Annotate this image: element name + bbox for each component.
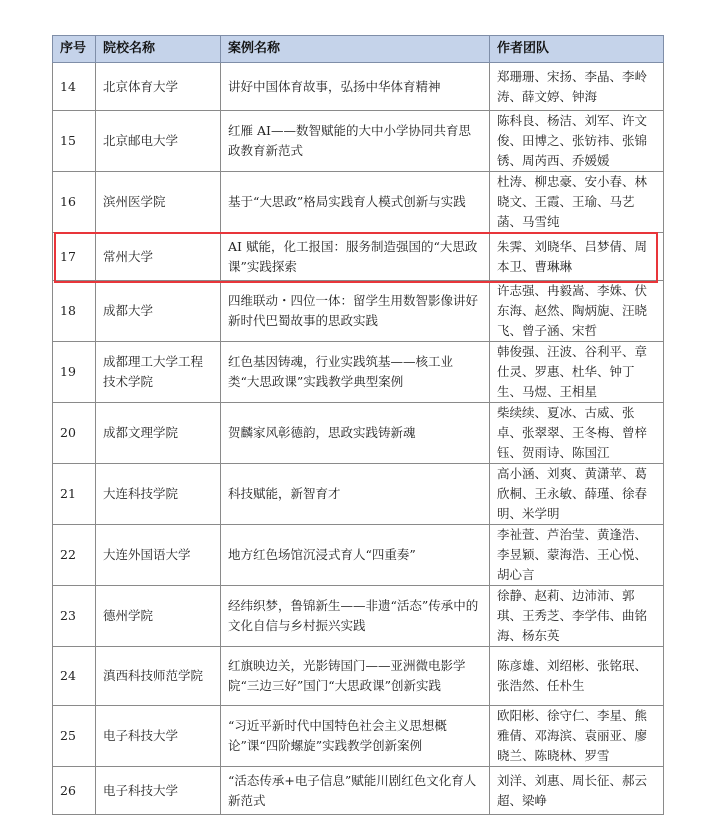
row-no: 15	[53, 111, 96, 172]
row-no: 24	[53, 647, 96, 706]
header-school: 院校名称	[96, 36, 221, 63]
row-team: 柴续续、夏冰、古威、张卓、张翠翠、王冬梅、曾梓钰、贺雨诗、陈国江	[490, 403, 664, 464]
row-case: 科技赋能，新智育才	[221, 464, 490, 525]
row-case: 红色基因铸魂，行业实践筑基——核工业类“大思政课”实践教学典型案例	[221, 342, 490, 403]
table-row	[53, 464, 664, 525]
table-row	[53, 63, 664, 111]
row-team: 徐静、赵莉、边沛沛、郭琪、王秀芝、李学伟、曲铭海、杨东英	[490, 586, 664, 647]
row-team: 陈科良、杨洁、刘军、许文俊、田博之、张钫祎、张锦锈、周芮西、乔媛媛	[490, 111, 664, 172]
row-case: 红旗映边关，光影铸国门——亚洲微电影学院“三边三好”国门“大思政课”创新实践	[221, 647, 490, 706]
header-case: 案例名称	[221, 36, 490, 63]
header-team: 作者团队	[490, 36, 664, 63]
row-school: 北京邮电大学	[96, 111, 221, 172]
table-row	[53, 586, 664, 647]
row-no: 26	[53, 767, 96, 815]
table-row-highlighted	[53, 233, 664, 281]
row-school: 电子科技大学	[96, 706, 221, 767]
row-team: 许志强、冉毅嵩、李姝、伏东海、赵然、陶炳旎、汪晓飞、曾子涵、宋哲	[490, 281, 664, 342]
row-no: 18	[53, 281, 96, 342]
row-school: 北京体育大学	[96, 63, 221, 111]
row-case: 地方红色场馆沉浸式育人“四重奏”	[221, 525, 490, 586]
row-no: 22	[53, 525, 96, 586]
table-row	[53, 767, 664, 815]
row-school: 滨州医学院	[96, 172, 221, 233]
row-case: 四维联动・四位一体：留学生用数智影像讲好新时代巴蜀故事的思政实践	[221, 281, 490, 342]
row-case: 贺麟家风彰德韵，思政实践铸新魂	[221, 403, 490, 464]
table-row	[53, 111, 664, 172]
row-school: 常州大学	[96, 233, 221, 281]
row-school: 德州学院	[96, 586, 221, 647]
row-team: 朱霁、刘晓华、吕梦倩、周本卫、曹琳琳	[490, 233, 664, 281]
row-team: 刘洋、刘惠、周长征、郝云超、梁峥	[490, 767, 664, 815]
table-row	[53, 647, 664, 706]
table-header-row	[53, 36, 664, 63]
row-no: 23	[53, 586, 96, 647]
row-no: 19	[53, 342, 96, 403]
row-team: 欧阳彬、徐守仁、李星、熊雅倩、邓海滨、袁丽亚、廖晓兰、陈晓林、罗雪	[490, 706, 664, 767]
row-school: 大连外国语大学	[96, 525, 221, 586]
row-school: 大连科技学院	[96, 464, 221, 525]
row-school: 成都理工大学工程技术学院	[96, 342, 221, 403]
table-row	[53, 342, 664, 403]
row-school: 成都大学	[96, 281, 221, 342]
header-no: 序号	[53, 36, 96, 63]
table-row	[53, 706, 664, 767]
row-team: 李祉萱、芦治莹、黄逢浩、李昱颖、蒙海浩、王心悦、胡心言	[490, 525, 664, 586]
row-case: 基于“大思政”格局实践育人模式创新与实践	[221, 172, 490, 233]
row-team: 韩俊强、汪波、谷利平、章仕灵、罗惠、杜华、钟丁生、马煜、王相星	[490, 342, 664, 403]
document-page	[52, 35, 663, 815]
row-case: AI 赋能，化工报国：服务制造强国的“大思政课”实践探索	[221, 233, 490, 281]
row-no: 21	[53, 464, 96, 525]
row-school: 滇西科技师范学院	[96, 647, 221, 706]
row-no: 20	[53, 403, 96, 464]
case-table	[52, 35, 664, 815]
row-team: 郑珊珊、宋扬、李晶、李岭涛、薛文婷、钟海	[490, 63, 664, 111]
row-no: 25	[53, 706, 96, 767]
row-team: 杜涛、柳忠豪、安小春、林晓文、王霞、王瑜、马艺菡、马雪纯	[490, 172, 664, 233]
row-case: “习近平新时代中国特色社会主义思想概论”课“四阶螺旋”实践教学创新案例	[221, 706, 490, 767]
row-no: 14	[53, 63, 96, 111]
row-case: 经纬织梦，鲁锦新生——非遗“活态”传承中的文化自信与乡村振兴实践	[221, 586, 490, 647]
table-row	[53, 281, 664, 342]
row-no: 16	[53, 172, 96, 233]
row-case: 红雁 AI——数智赋能的大中小学协同共育思政教育新范式	[221, 111, 490, 172]
row-case: “活态传承+电子信息”赋能川剧红色文化育人新范式	[221, 767, 490, 815]
row-school: 成都文理学院	[96, 403, 221, 464]
row-case: 讲好中国体育故事，弘扬中华体育精神	[221, 63, 490, 111]
table-row	[53, 525, 664, 586]
row-school: 电子科技大学	[96, 767, 221, 815]
row-team: 高小涵、刘爽、黄潇苹、葛欣桐、王永敏、薛瑾、徐春明、米学明	[490, 464, 664, 525]
table-row	[53, 403, 664, 464]
row-team: 陈彦雄、刘绍彬、张铭珉、张浩然、任朴生	[490, 647, 664, 706]
table-row	[53, 172, 664, 233]
row-no: 17	[53, 233, 96, 281]
